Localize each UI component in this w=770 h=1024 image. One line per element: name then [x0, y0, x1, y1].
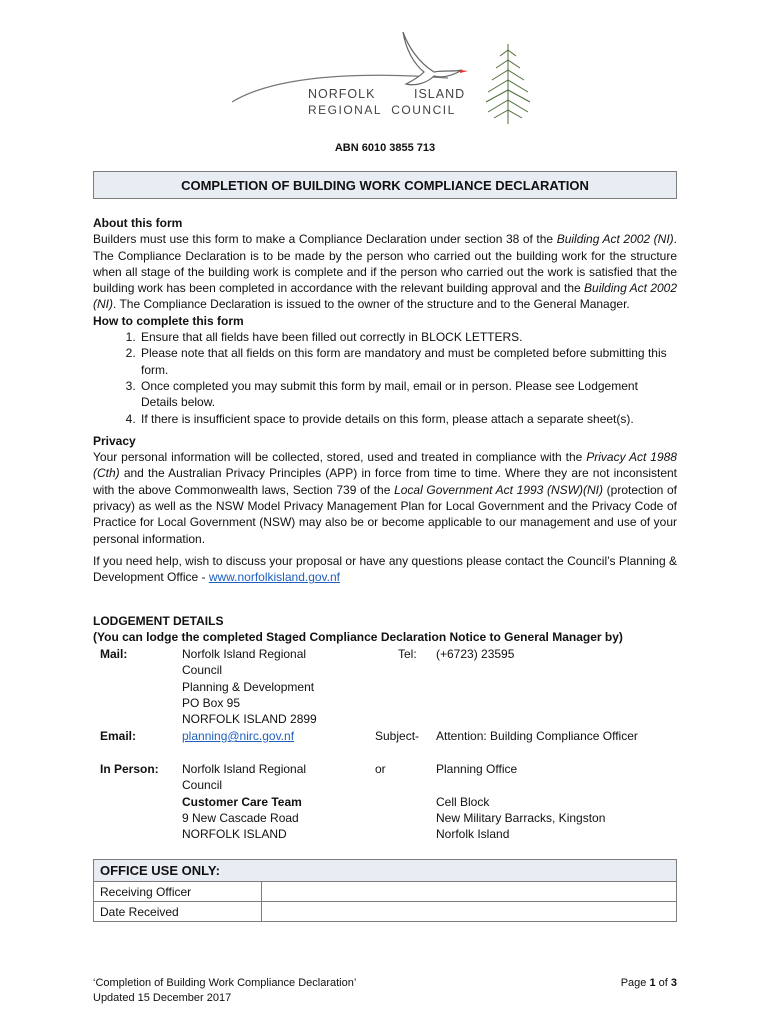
form-title: COMPLETION OF BUILDING WORK COMPLIANCE DECLARATION [93, 171, 677, 199]
alt-address: Planning Office Cell Block New Military Barracks, Kingston Norfolk Island [436, 762, 606, 842]
org-name-line2: REGIONAL COUNCIL [308, 103, 456, 117]
pine-tree-icon [486, 44, 530, 124]
about-heading: About this form [93, 216, 183, 230]
about-text: Builders must use this form to make a Compliance Declaration under section 38 of the Building Act 2002 (NI). The Compliance Declaration is to be made by the person who carried out the building work for the structure when all stage of the building work is complete and if the person who carried out the work is satisfied that the building work has been completed in accordance with the relevant building approval and the Building Act 2002 (NI). The Compliance Declaration is issued to the owner of the structure and to the General Manager. [93, 232, 678, 312]
lodgement-subheading: (You can lodge the completed Staged Compliance Declaration Notice to General Manager by) [93, 630, 623, 645]
receiving-officer-label: Receiving Officer [94, 882, 262, 902]
form-intro [93, 215, 677, 586]
subject-value: Attention: Building Compliance Officer [436, 729, 638, 743]
or-label: or [375, 762, 386, 776]
in-person-address: Norfolk Island Regional Council Customer Care Team 9 New Cascade Road NORFOLK ISLAND [182, 762, 307, 842]
date-received-field[interactable] [262, 902, 677, 922]
org-name-line1-right: ISLAND [414, 87, 466, 101]
email-label: Email: [100, 729, 137, 743]
email-link[interactable]: planning@nirc.gov.nf [182, 729, 295, 743]
office-use-table [93, 859, 677, 922]
receiving-officer-field[interactable] [262, 882, 677, 902]
help-text: If you need help, wish to discuss your proposal or have any questions please contact the Council’s Planning & Development Office - www.norfolkisland.gov.nf [93, 553, 677, 585]
lodgement-details [93, 613, 677, 842]
lodgement-heading: LODGEMENT DETAILS [93, 614, 224, 628]
date-received-label: Date Received [94, 902, 262, 922]
in-person-label: In Person: [100, 762, 159, 776]
list-item: 2. Please note that all fields on this form are mandatory and must be completed before submitting this form. [139, 345, 677, 378]
page-number: Page 1 of 3 [620, 977, 677, 989]
office-use-heading: OFFICE USE ONLY: [94, 860, 677, 882]
mail-address: Norfolk Island Regional Council Planning & Development PO Box 95 NORFOLK ISLAND 2899 [182, 647, 317, 727]
mail-label: Mail: [100, 647, 128, 661]
tel-value: (+6723) 23595 [436, 647, 515, 661]
list-item: 3. Once completed you may submit this form by mail, email or in person. Please see Lodgement Details below. [139, 378, 677, 411]
council-website-link[interactable]: www.norfolkisland.gov.nf [208, 570, 341, 585]
bird-icon [403, 32, 462, 85]
subject-label: Subject- [375, 729, 420, 743]
page-footer [93, 976, 677, 1006]
council-logo [228, 26, 548, 128]
privacy-text: Your personal information will be collected, stored, used and treated in compliance with the Privacy Act 1988 (Cth) and the Australian Privacy Principles (APP) in force from time to time. Where they are not inconsistent with the above Commonwealth laws, Section 739 of the Local Government Act 1993 (NSW)(NI) (protection of privacy) as well as the NSW Model Privacy Management Plan for Local Government and the Privacy Code of Practice for Local Government (NSW) may also be or become applicable to our management and use of your personal information. [93, 450, 678, 546]
tel-label: Tel: [398, 647, 417, 661]
org-name-line1-left: NORFOLK [308, 87, 376, 101]
how-heading: How to complete this form [93, 313, 244, 328]
footer-updated: Updated 15 December 2017 [93, 992, 232, 1004]
list-item: 4. If there is insufficient space to provide details on this form, please attach a separate sheet(s). [139, 411, 677, 427]
how-list [93, 329, 677, 427]
privacy-heading: Privacy [93, 433, 136, 448]
footer-doc-name: ‘Completion of Building Work Compliance Declaration’ [93, 977, 357, 989]
abn-number: ABN 6010 3855 713 [334, 142, 436, 154]
list-item: 1. Ensure that all fields have been filled out correctly in BLOCK LETTERS. [139, 329, 677, 345]
